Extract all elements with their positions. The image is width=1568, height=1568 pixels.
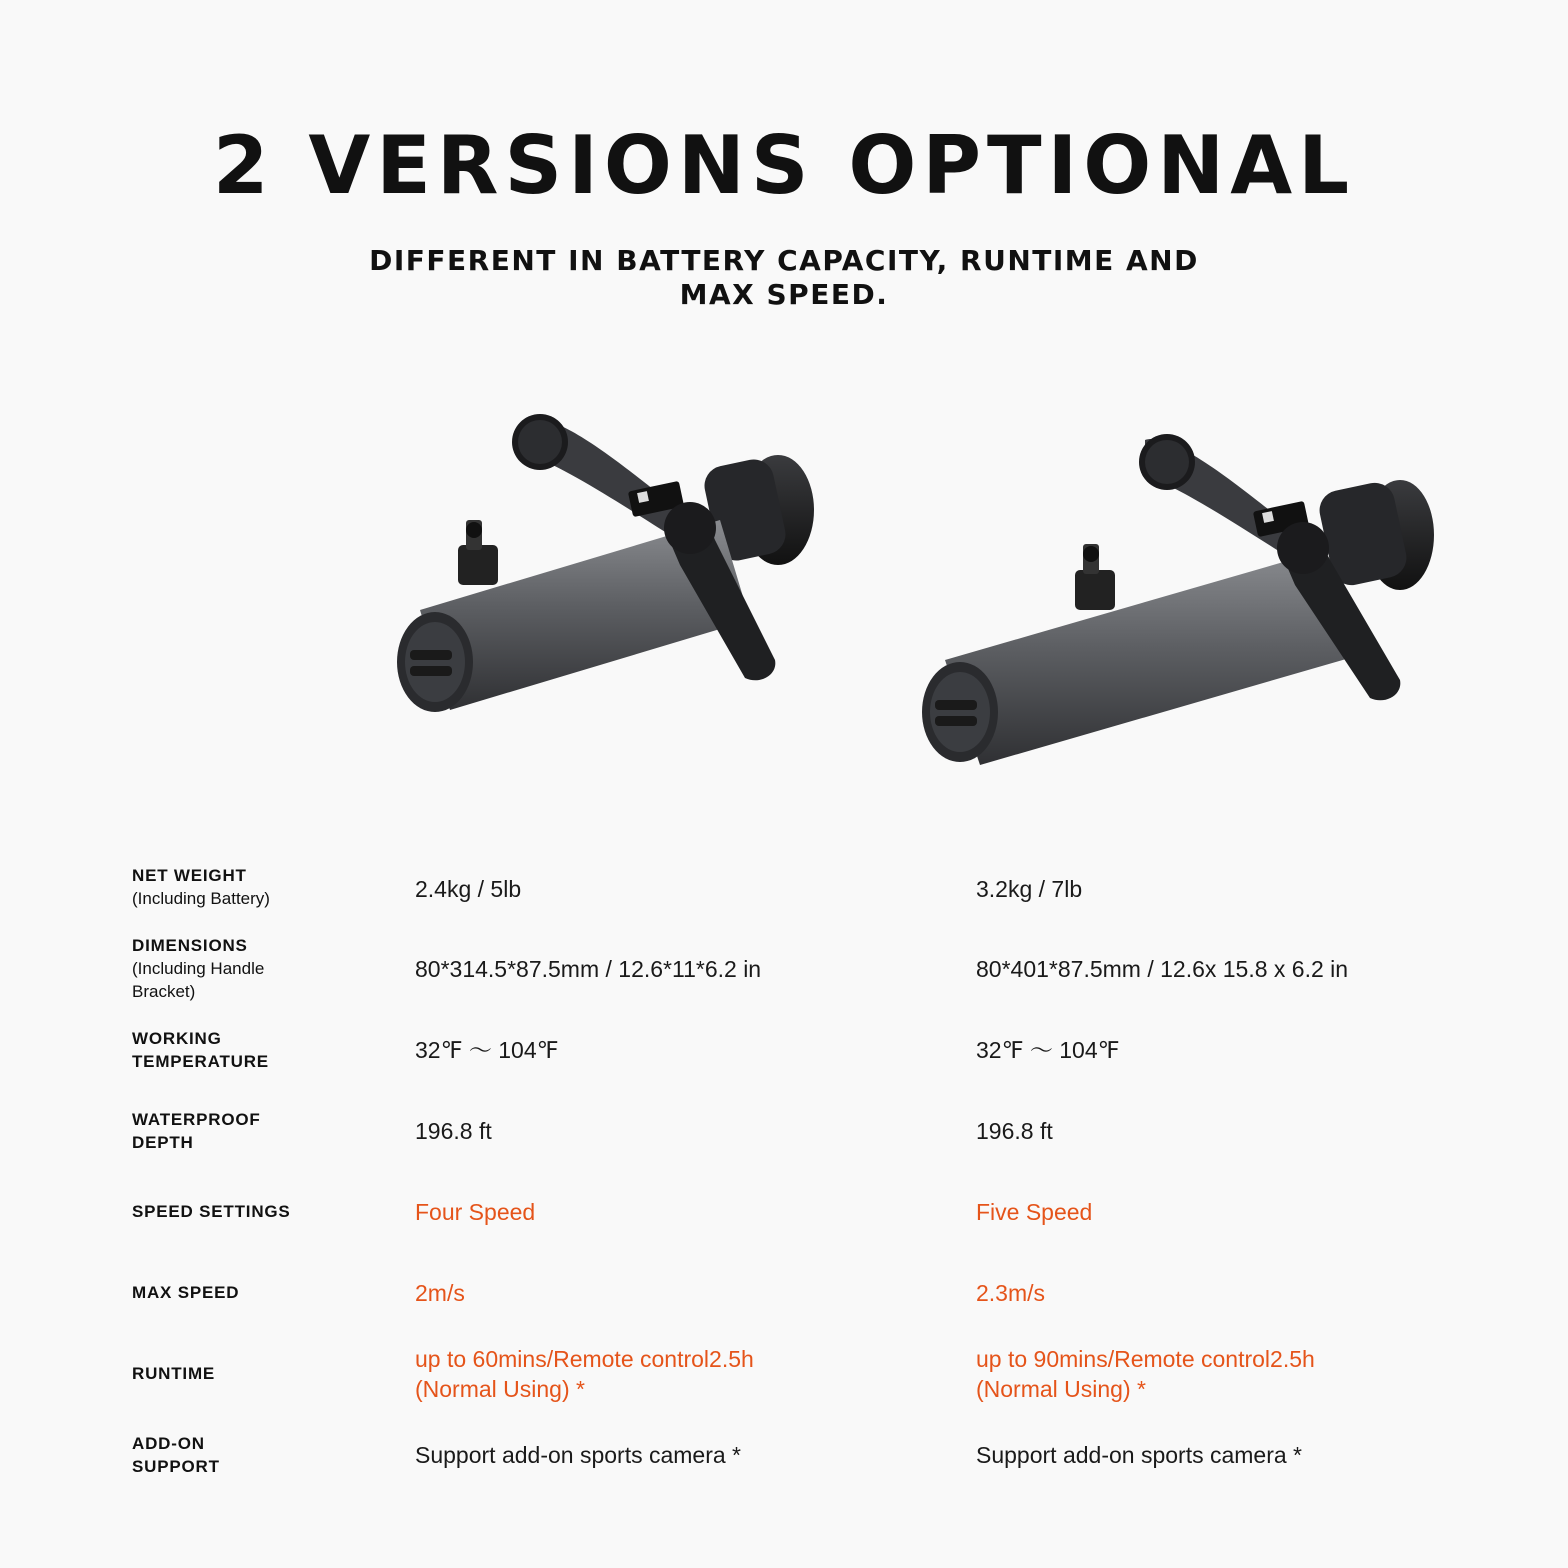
- spec-label-main: RUNTIME: [132, 1364, 216, 1383]
- spec-label: [132, 864, 382, 910]
- spec-label-main: WATERPROOF DEPTH: [132, 1110, 261, 1152]
- subtitle-line-1: DIFFERENT IN BATTERY CAPACITY, RUNTIME AND: [369, 244, 1199, 277]
- spec-label: [132, 1432, 262, 1478]
- spec-value-version-2: Five Speed: [976, 1199, 1093, 1225]
- spec-value-version-1: Four Speed: [415, 1199, 536, 1225]
- spec-value-version-1: 2.4kg / 5lb: [415, 876, 522, 902]
- spec-value-version-2: up to 90mins/Remote control2.5h (Normal Using) *: [976, 1346, 1315, 1402]
- spec-label: [132, 1281, 382, 1304]
- spec-value-version-1: Support add-on sports camera *: [415, 1442, 742, 1468]
- spec-value-version-1: 32℉ ～ 104℉: [415, 1037, 559, 1063]
- spec-label-main: WORKING TEMPERATURE: [132, 1029, 269, 1071]
- spec-label-main: MAX SPEED: [132, 1283, 240, 1302]
- product-image-version-1: [380, 400, 840, 730]
- spec-label: [132, 1108, 292, 1154]
- spec-label-sub: (Including Battery): [132, 889, 270, 908]
- spec-value-version-1: 2m/s: [415, 1280, 465, 1306]
- spec-value-version-2: 196.8 ft: [976, 1118, 1053, 1144]
- spec-value-version-1: 196.8 ft: [415, 1118, 492, 1144]
- page-subtitle: [284, 244, 1284, 312]
- spec-label-sub: (Including Handle Bracket): [132, 959, 265, 1001]
- spec-value-version-1: 80*314.5*87.5mm / 12.6*11*6.2 in: [415, 956, 762, 982]
- spec-value-version-2: 32℉ ～ 104℉: [976, 1037, 1120, 1063]
- spec-label: [132, 1027, 292, 1073]
- spec-label: [132, 934, 307, 1003]
- page-title: 2 VERSIONS OPTIONAL: [212, 119, 1356, 212]
- spec-value-version-1: up to 60mins/Remote control2.5h (Normal Using) *: [415, 1346, 754, 1402]
- spec-value-version-2: 80*401*87.5mm / 12.6x 15.8 x 6.2 in: [976, 956, 1349, 982]
- subtitle-line-2: MAX SPEED.: [679, 278, 889, 311]
- spec-label-main: ADD-ON SUPPORT: [132, 1434, 220, 1476]
- spec-label-main: DIMENSIONS: [132, 936, 248, 955]
- spec-label-main: NET WEIGHT: [132, 866, 247, 885]
- spec-value-version-2: 2.3m/s: [976, 1280, 1046, 1306]
- spec-label: [132, 1200, 382, 1223]
- spec-label-main: SPEED SETTINGS: [132, 1202, 291, 1221]
- product-image-version-2: [905, 420, 1435, 780]
- spec-value-version-2: 3.2kg / 7lb: [976, 876, 1083, 902]
- spec-value-version-2: Support add-on sports camera *: [976, 1442, 1303, 1468]
- spec-label: [132, 1362, 382, 1385]
